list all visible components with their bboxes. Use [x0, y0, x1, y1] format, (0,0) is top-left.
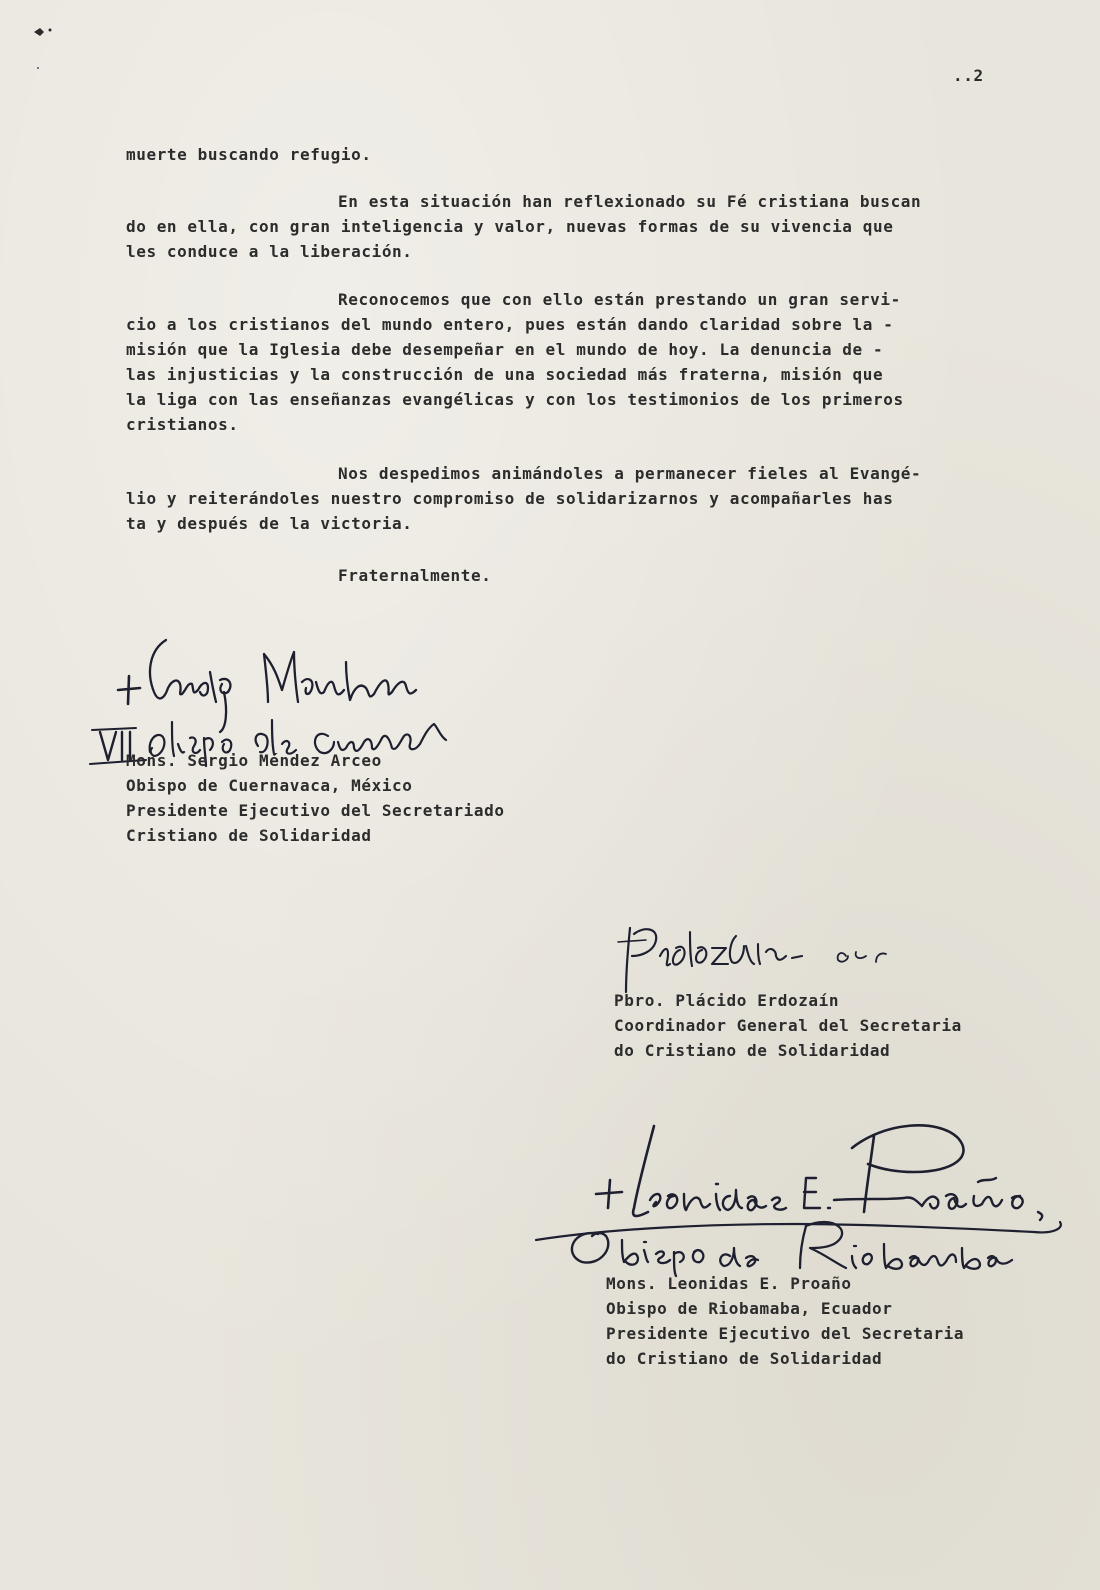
- closing: Fraternalmente.: [338, 566, 492, 585]
- paragraph-line: la liga con las enseñanzas evangélicas y con los testimonios de los primeros: [126, 390, 904, 409]
- signatory-line: Presidente Ejecutivo del Secretaria: [606, 1324, 965, 1343]
- signatory-line: Obispo de Cuernavaca, México: [126, 776, 413, 795]
- signatory-line: Obispo de Riobamaba, Ecuador: [606, 1299, 893, 1318]
- signatory-line: Mons. Sergio Méndez Arceo: [126, 751, 382, 770]
- paragraph-2: [126, 287, 1026, 437]
- paragraph-1: [126, 189, 1026, 264]
- signatory-line: Cristiano de Solidaridad: [126, 826, 372, 845]
- paragraph-line: ta y después de la victoria.: [126, 514, 413, 533]
- signatory-block-2: [614, 988, 962, 1063]
- paragraph-line: En esta situación han reflexionado su Fé cristiana buscan: [338, 192, 922, 211]
- paragraph-line: lio y reiterándoles nuestro compromiso de solidarizarnos y acompañarles has: [126, 489, 894, 508]
- paragraph-line: Nos despedimos animándoles a permanecer fieles al Evangé-: [338, 464, 922, 483]
- scan-mark: [28, 18, 68, 78]
- paragraph-line: cristianos.: [126, 415, 239, 434]
- paragraph-3: [126, 461, 1026, 536]
- paragraph-line: cio a los cristianos del mundo entero, pues están dando claridad sobre la -: [126, 315, 894, 334]
- signatory-line: Mons. Leonidas E. Proaño: [606, 1274, 852, 1293]
- signatory-line: Pbro. Plácido Erdozaín: [614, 991, 840, 1010]
- signature-proano: [534, 1116, 1074, 1276]
- signatory-line: do Cristiano de Solidaridad: [614, 1041, 891, 1060]
- signatory-line: Presidente Ejecutivo del Secretariado: [126, 801, 505, 820]
- signatory-block-1: [126, 748, 505, 848]
- paragraph-line: do en ella, con gran inteligencia y valor, nuevas formas de su vivencia que: [126, 217, 894, 236]
- signatory-line: Coordinador General del Secretaria: [614, 1016, 962, 1035]
- signatory-line: do Cristiano de Solidaridad: [606, 1349, 883, 1368]
- page-number: ..2: [953, 66, 984, 85]
- paragraph-line: Reconocemos que con ello están prestando un gran servi-: [338, 290, 901, 309]
- paragraph-line: misión que la Iglesia debe desempeñar en el mundo de hoy. La denuncia de -: [126, 340, 884, 359]
- signatory-block-3: [606, 1271, 964, 1371]
- opening-line: muerte buscando refugio.: [126, 145, 372, 164]
- paragraph-line: les conduce a la liberación.: [126, 242, 413, 261]
- paragraph-line: las injusticias y la construcción de una sociedad más fraterna, misión que: [126, 365, 884, 384]
